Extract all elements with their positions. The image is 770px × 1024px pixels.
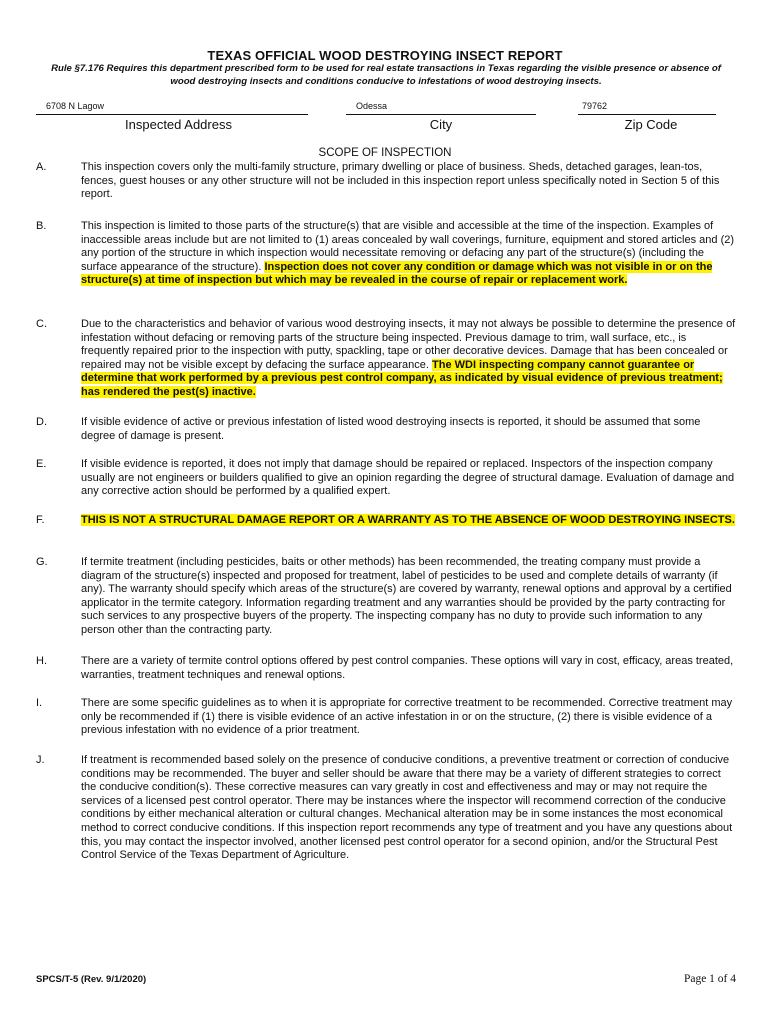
section-letter: G. xyxy=(36,556,48,568)
section-letter: E. xyxy=(36,458,47,470)
city-label: City xyxy=(429,117,453,132)
address-label: Inspected Address xyxy=(125,117,232,132)
city-underline xyxy=(346,114,536,115)
section-highlight: The WDI inspecting company cannot guarantee or determine that work performed by a previous pest control company, as indicated by visual evidence of previous treatment; has rendered the pest(s) inactive. xyxy=(81,358,723,398)
zip-value[interactable]: 79762 xyxy=(582,101,608,111)
section-text: Due to the characteristics and behavior of various wood destroying insects, it may not always be possible to determine the presence of infestation without defacing or removing parts of the structure being inspected. Previous damage to trim, wall surface, etc., is frequently repaired prior to the inspection with putty, spackling, tape or other decorative devices. Damage that has been concealed or repaired may not be visible except by defacing the surface appearance. xyxy=(81,318,736,371)
section-letter: C. xyxy=(36,318,47,330)
section-text: There are a variety of termite control options offered by pest control companies. These options will vary in cost, efficacy, areas treated, warranties, treatment techniques and renewal options. xyxy=(81,655,734,681)
scope-heading: SCOPE OF INSPECTION xyxy=(318,147,452,159)
section-letter: A. xyxy=(36,161,47,173)
address-value[interactable]: 6708 N Lagow xyxy=(46,101,105,111)
section-text: If visible evidence is reported, it does not imply that damage should be repaired or replaced. Inspectors of the inspection company usually are not engineers or builders qualified to give an opinion regarding the degree of structural damage. Evaluation of damage and any corrective action should be performed by a qualified expert. xyxy=(81,458,735,498)
section-letter: B. xyxy=(36,220,47,232)
section-highlight: Inspection does not cover any condition or damage which was not visible in or on the structure(s) at time of inspection but which may be revealed in the course of repair or replacement work. xyxy=(81,260,713,287)
section-highlight: THIS IS NOT A STRUCTURAL DAMAGE REPORT OR A WARRANTY AS TO THE ABSENCE OF WOOD DESTROYING INSECTS. xyxy=(81,514,735,526)
section-letter: I. xyxy=(36,697,43,709)
rule-statement: Rule §7.176 Requires this department prescribed form to be used for real estate transactions in Texas regarding the visible presence or absence of wood destroying insects and conditions conducive to infestations of wood destroying insects. xyxy=(51,63,721,87)
section-letter: H. xyxy=(36,655,47,667)
section-text: If treatment is recommended based solely on the presence of conducive conditions, a preventive treatment or correction of conducive conditions may be recommended. The buyer and seller should be aware that there may be a variety of different strategies to correct the conducive condition(s). These corrective measures can vary greatly in cost and effectiveness and may or may not require the services of a licensed pest control operator. There may be instances where the inspector will recommend correction of the conducive conditions by either mechanical alteration or cultural changes. Mechanical alteration may be in some instances the most economical method to correct conducive conditions. If this inspection report recommends any type of treatment and you have any questions about this, you may contact the inspector involved, another licensed pest control operator for a second opinion, and/or the Structural Pest Control Service of the Texas Department of Agriculture. xyxy=(81,754,733,862)
page-number: Page 1 of 4 xyxy=(683,973,736,985)
section-letter: J. xyxy=(36,754,45,766)
section-text: There are some specific guidelines as to when it is appropriate for corrective treatment to be recommended. Corrective treatment may only be recommended if (1) there is visible evidence of an active infestation in or on the structure, (2) there is visible evidence of a previous infestation with no evidence of a prior treatment. xyxy=(81,697,733,737)
section-text: If visible evidence of active or previous infestation of listed wood destroying insects is reported, it should be assumed that some degree of damage is present. xyxy=(81,416,701,442)
zip-underline xyxy=(578,114,716,115)
zip-label: Zip Code xyxy=(624,117,678,132)
section-text: If termite treatment (including pesticides, baits or other methods) has been recommended, the treating company must provide a diagram of the structure(s) inspected and proposed for treatment, label of pesticides to be used and complete details of warranty (if any). The warranty should specify which areas of the structure(s) are covered by warranty, renewal options and approval by a certified applicator in the termite category. Information regarding treatment and any warranties should be provided by the party contracting for such services to any prospective buyers of the property. The inspecting company has no duty to provide such information to any person other than the contracting party. xyxy=(81,556,732,636)
section-text: This inspection covers only the multi-family structure, primary dwelling or place of business. Sheds, detached garages, lean-tos, fences, guest houses or any other structure will not be included in this inspection report unless specifically noted in Section 5 of this report. xyxy=(81,161,720,201)
city-value[interactable]: Odessa xyxy=(356,101,388,111)
section-letter: D. xyxy=(36,416,47,428)
form-revision: SPCS/T-5 (Rev. 9/1/2020) xyxy=(36,974,147,985)
report-title: TEXAS OFFICIAL WOOD DESTROYING INSECT REPORT xyxy=(207,48,563,63)
address-underline xyxy=(36,114,308,115)
section-text: This inspection is limited to those parts of the structure(s) that are visible and accessible at the time of the inspection. Examples of inaccessible areas include but are not limited to (1) areas concealed by wall coverings, furniture, equipment and stored articles and (2) any portion of the structure in which inspection would necessitate removing or defacing any part of the structure(s) (including the surface appearance of the structure). xyxy=(81,220,735,273)
section-letter: F. xyxy=(36,514,45,526)
